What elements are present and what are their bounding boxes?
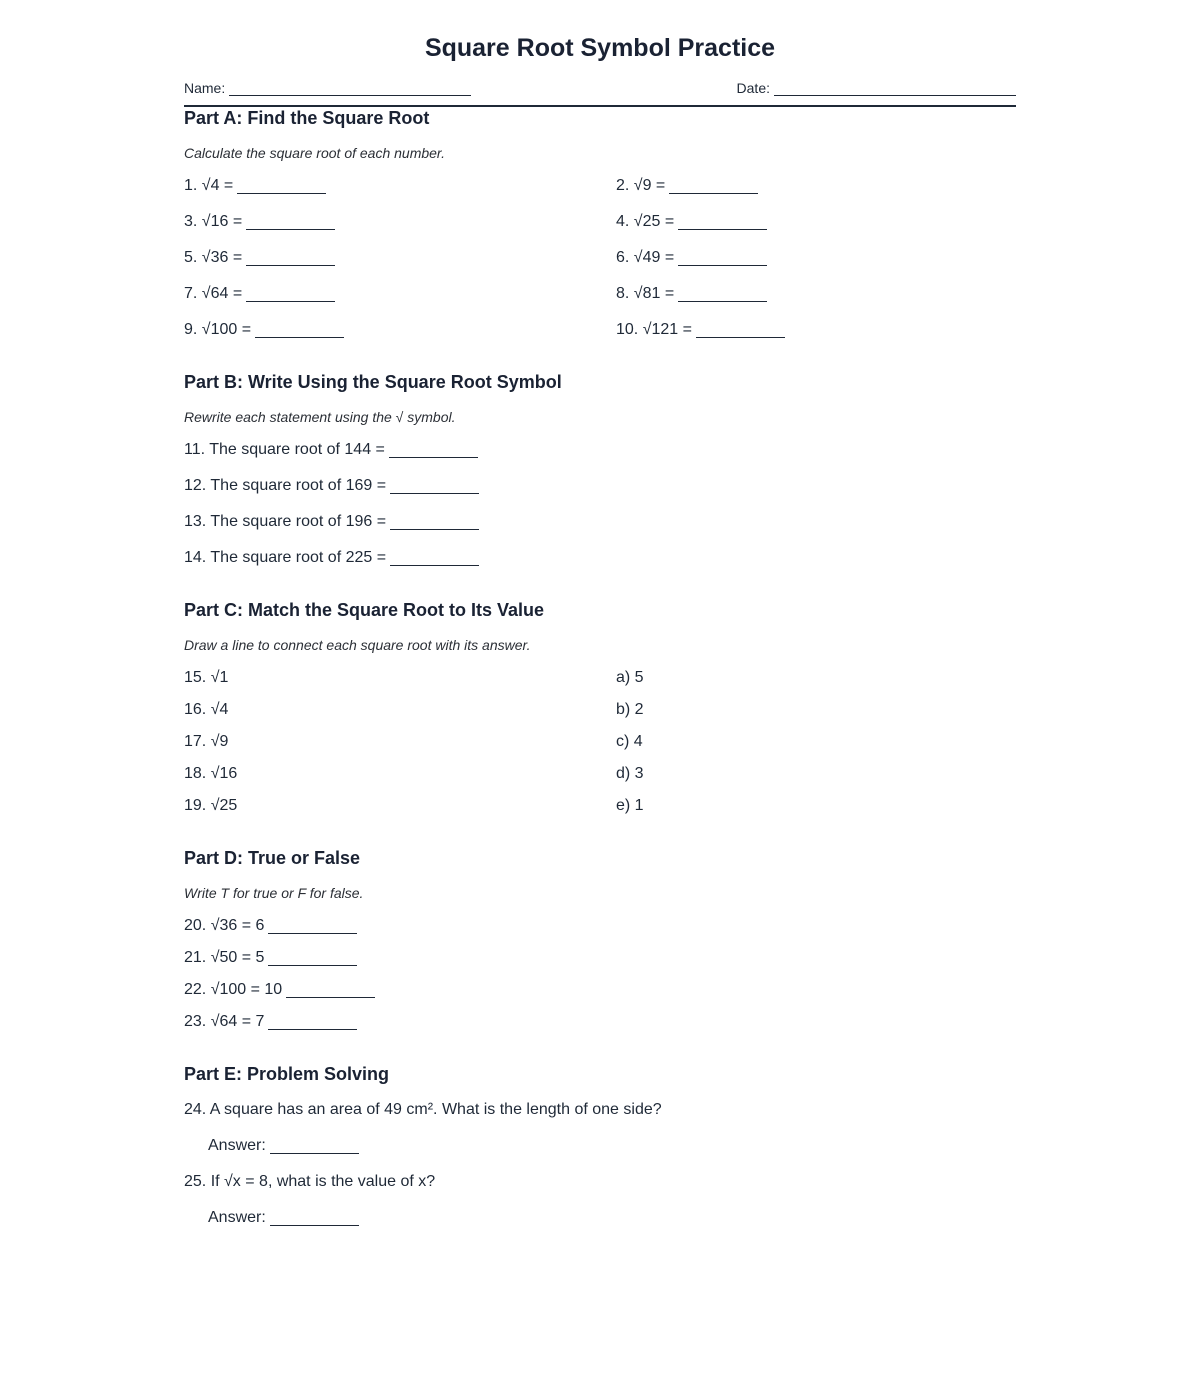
answer-blank[interactable] [390, 477, 479, 494]
match-right-e[interactable]: e) 1 [616, 797, 644, 814]
answer-blank[interactable] [268, 949, 357, 966]
match-left-15[interactable]: 15. √1 [184, 669, 229, 686]
part-a-questions [184, 176, 1016, 340]
match-right-a[interactable]: a) 5 [616, 669, 644, 686]
question-20: 20. √36 = 6 [184, 916, 1016, 936]
question-24: 24. A square has an area of 49 cm². What is the length of one side? [184, 1101, 662, 1118]
match-right-b[interactable]: b) 2 [616, 701, 644, 718]
answer-blank[interactable] [270, 1209, 359, 1226]
part-c-heading: Part C: Match the Square Root to Its Value [184, 600, 545, 620]
part-a-instruction: Calculate the square root of each number. [184, 145, 445, 161]
answer-blank[interactable] [268, 1013, 357, 1030]
worksheet-page [184, 0, 1016, 1226]
answer-blank[interactable] [390, 513, 479, 530]
question-7: 7. √64 = [184, 284, 616, 304]
question-12: 12. The square root of 169 = [184, 476, 1016, 496]
question-6: 6. √49 = [616, 248, 1016, 268]
name-field[interactable] [184, 80, 471, 96]
part-b-questions [184, 440, 1016, 568]
answer-24: Answer: [184, 1136, 1016, 1156]
question-5: 5. √36 = [184, 248, 616, 268]
match-left-18[interactable]: 18. √16 [184, 765, 238, 782]
part-c-instruction: Draw a line to connect each square root with its answer. [184, 637, 531, 653]
question-14: 14. The square root of 225 = [184, 548, 1016, 568]
question-2: 2. √9 = [616, 176, 1016, 196]
question-22: 22. √100 = 10 [184, 980, 1016, 1000]
answer-blank[interactable] [246, 249, 335, 266]
part-b-instruction: Rewrite each statement using the √ symbol. [184, 409, 456, 425]
part-e-questions [184, 1100, 1016, 1228]
question-4: 4. √25 = [616, 212, 1016, 232]
part-e-section [184, 1062, 1016, 1228]
answer-blank[interactable] [237, 177, 326, 194]
part-b-section [184, 370, 1016, 568]
question-8: 8. √81 = [616, 284, 1016, 304]
answer-25: Answer: [184, 1208, 1016, 1228]
match-left-16[interactable]: 16. √4 [184, 701, 229, 718]
date-field[interactable] [737, 80, 1016, 96]
question-3: 3. √16 = [184, 212, 616, 232]
part-b-heading: Part B: Write Using the Square Root Symbol [184, 372, 562, 392]
question-1: 1. √4 = [184, 176, 616, 196]
part-c-section [184, 598, 1016, 816]
part-d-section [184, 846, 1016, 1032]
answer-blank[interactable] [268, 917, 357, 934]
answer-blank[interactable] [286, 981, 375, 998]
answer-blank[interactable] [246, 285, 335, 302]
answer-blank[interactable] [246, 213, 335, 230]
part-a-section [184, 106, 1016, 340]
question-13: 13. The square root of 196 = [184, 512, 1016, 532]
date-blank[interactable] [774, 80, 1016, 96]
part-d-instruction: Write T for true or F for false. [184, 885, 364, 901]
worksheet-title: Square Root Symbol Practice [424, 34, 776, 62]
answer-blank[interactable] [270, 1137, 359, 1154]
answer-blank[interactable] [255, 321, 344, 338]
question-21: 21. √50 = 5 [184, 948, 1016, 968]
name-label: Name: [184, 80, 226, 96]
question-9: 9. √100 = [184, 320, 616, 340]
matching-grid [184, 668, 1016, 816]
part-d-questions [184, 916, 1016, 1032]
match-right-d[interactable]: d) 3 [616, 765, 644, 782]
part-d-heading: Part D: True or False [184, 848, 361, 868]
question-10: 10. √121 = [616, 320, 1016, 340]
answer-blank[interactable] [678, 213, 767, 230]
match-right-c[interactable]: c) 4 [616, 733, 643, 750]
name-blank[interactable] [229, 80, 471, 96]
answer-blank[interactable] [696, 321, 785, 338]
match-left-17[interactable]: 17. √9 [184, 733, 229, 750]
part-a-heading: Part A: Find the Square Root [184, 108, 430, 128]
answer-blank[interactable] [390, 549, 479, 566]
question-23: 23. √64 = 7 [184, 1012, 1016, 1032]
question-25: 25. If √x = 8, what is the value of x? [184, 1173, 436, 1190]
answer-blank[interactable] [678, 249, 767, 266]
answer-blank[interactable] [389, 441, 478, 458]
answer-blank[interactable] [678, 285, 767, 302]
part-e-heading: Part E: Problem Solving [184, 1064, 390, 1084]
match-left-19[interactable]: 19. √25 [184, 797, 238, 814]
answer-blank[interactable] [669, 177, 758, 194]
question-11: 11. The square root of 144 = [184, 440, 1016, 460]
date-label: Date: [736, 80, 770, 96]
name-date-header [184, 80, 1016, 107]
